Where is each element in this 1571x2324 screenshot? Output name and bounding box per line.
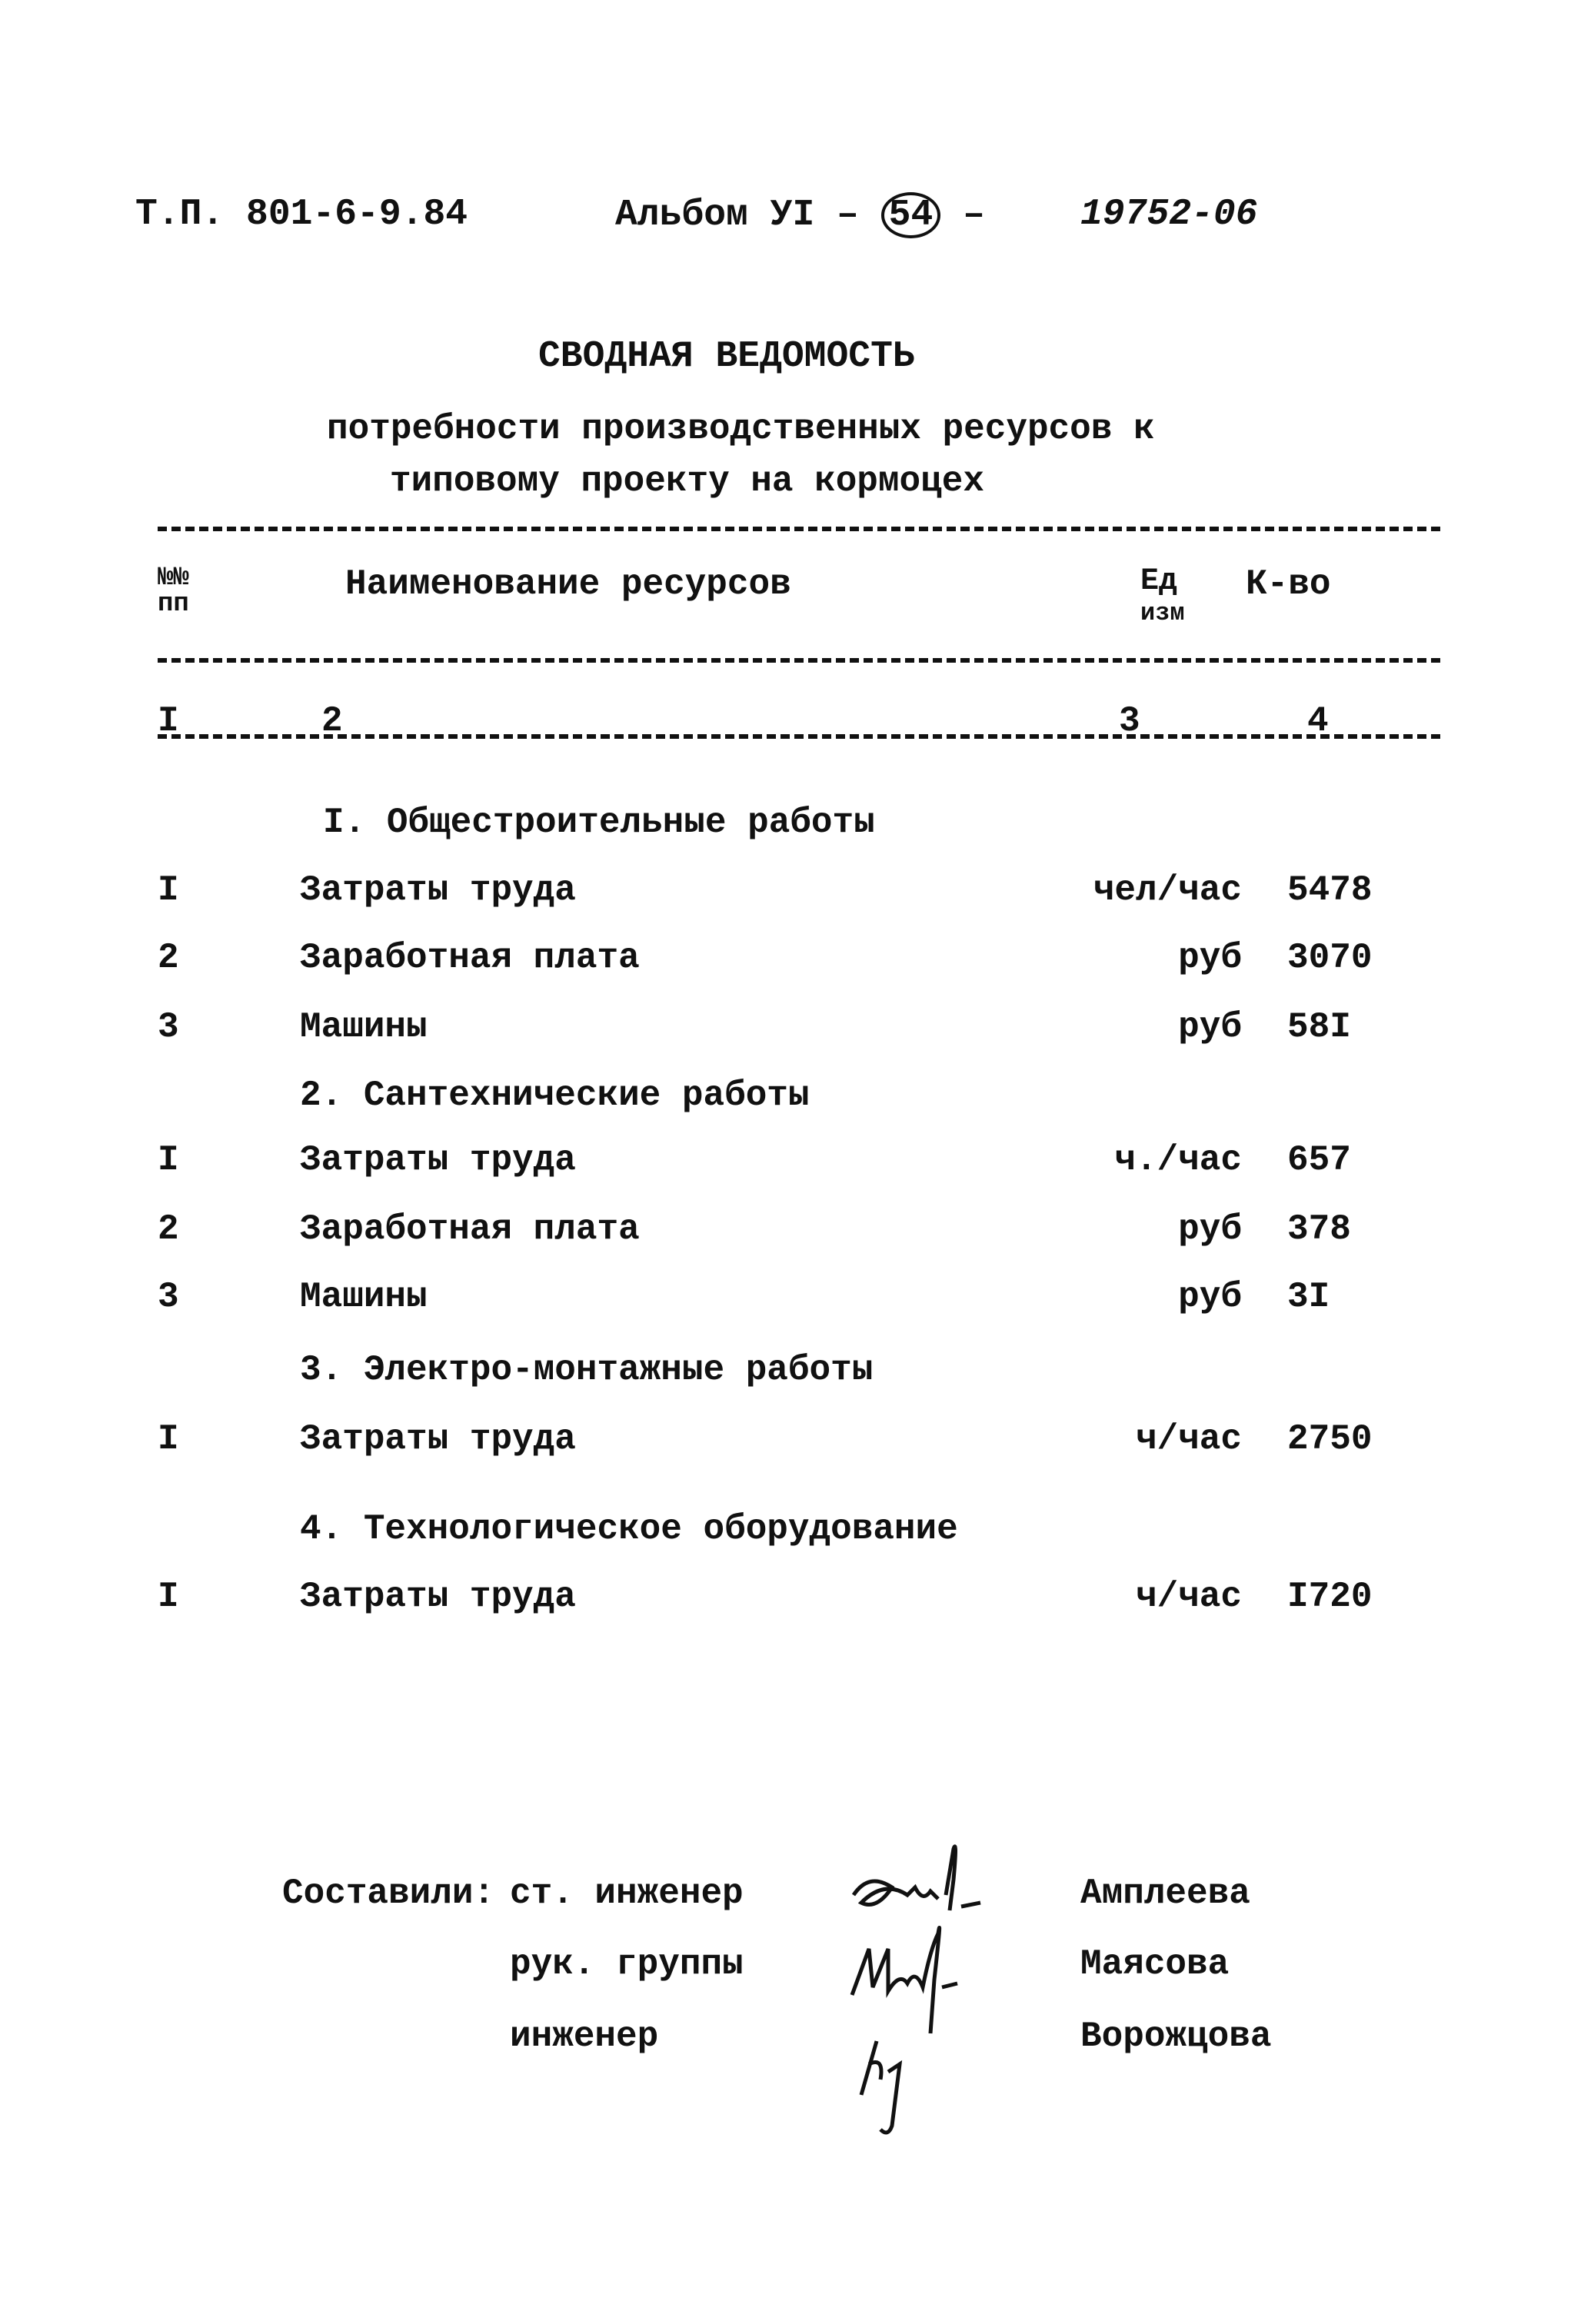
quantity: 58I bbox=[1287, 1007, 1351, 1047]
resource-name: Затраты труда bbox=[300, 1140, 576, 1180]
unit: ч/час bbox=[1135, 1419, 1242, 1459]
signoff-name: Ворожцова bbox=[1080, 2016, 1272, 2056]
quantity: I720 bbox=[1287, 1577, 1373, 1617]
signoff-role: инженер bbox=[510, 2016, 659, 2056]
unit: чел/час bbox=[1093, 870, 1242, 910]
col-number-1: I bbox=[158, 701, 179, 741]
unit: ч./час bbox=[1114, 1140, 1242, 1180]
signoff-name: Амплеева bbox=[1080, 1873, 1250, 1913]
section-title: 4. Технологическое оборудование bbox=[300, 1509, 958, 1549]
row-number: 2 bbox=[158, 1209, 179, 1249]
resource-name: Заработная плата bbox=[300, 938, 640, 978]
subtitle-line-1: потребности производственных ресурсов к bbox=[327, 409, 1155, 449]
unit: руб bbox=[1178, 938, 1242, 978]
resource-name: Затраты труда bbox=[300, 1419, 576, 1459]
quantity: 3070 bbox=[1287, 938, 1373, 978]
resource-name: Затраты труда bbox=[300, 1577, 576, 1617]
row-number: I bbox=[158, 1140, 179, 1180]
handwritten-signatures bbox=[846, 1834, 1077, 2141]
resource-name: Машины bbox=[300, 1277, 428, 1317]
resource-name: Затраты труда bbox=[300, 870, 576, 910]
col-number-3: 3 bbox=[1119, 701, 1140, 741]
quantity: 5478 bbox=[1287, 870, 1373, 910]
quantity: 2750 bbox=[1287, 1419, 1373, 1459]
header-unit: Ед изм bbox=[1140, 564, 1185, 627]
unit: руб bbox=[1178, 1209, 1242, 1249]
document-title: СВОДНАЯ ВЕДОМОСТЬ bbox=[538, 336, 915, 377]
signoff-label: Составили: bbox=[282, 1873, 495, 1913]
unit: руб bbox=[1178, 1007, 1242, 1047]
subtitle-line-2: типовому проекту на кормоцех bbox=[390, 461, 984, 501]
quantity: 657 bbox=[1287, 1140, 1351, 1180]
row-number: 3 bbox=[158, 1277, 179, 1317]
document-code: 19752-06 bbox=[1080, 194, 1258, 235]
row-number: I bbox=[158, 870, 179, 910]
unit: ч/час bbox=[1135, 1577, 1242, 1617]
row-number: 2 bbox=[158, 938, 179, 978]
col-number-4: 4 bbox=[1307, 701, 1329, 741]
col-number-2: 2 bbox=[321, 701, 343, 741]
album-label: Альбом УI – 54 – bbox=[615, 192, 985, 238]
section-title: I. Общестроительные работы bbox=[323, 803, 875, 843]
signoff-role: ст. инженер bbox=[510, 1873, 744, 1913]
section-title: 3. Электро-монтажные работы bbox=[300, 1350, 874, 1390]
signoff-name: Маясова bbox=[1080, 1944, 1230, 1984]
unit: руб bbox=[1178, 1277, 1242, 1317]
quantity: 378 bbox=[1287, 1209, 1351, 1249]
quantity: 3I bbox=[1287, 1277, 1330, 1317]
row-number: 3 bbox=[158, 1007, 179, 1047]
header-qty: К-во bbox=[1246, 564, 1331, 604]
header-num: №№ пп bbox=[158, 564, 189, 619]
resource-name: Машины bbox=[300, 1007, 428, 1047]
divider bbox=[158, 527, 1440, 531]
signoff-role: рук. группы bbox=[510, 1944, 744, 1984]
header-name: Наименование ресурсов bbox=[345, 564, 791, 604]
section-title: 2. Сантехнические работы bbox=[300, 1076, 810, 1115]
row-number: I bbox=[158, 1577, 179, 1617]
page-number: 54 bbox=[881, 192, 941, 238]
divider bbox=[158, 734, 1440, 739]
project-number: Т.П. 801-6-9.84 bbox=[135, 194, 468, 235]
divider bbox=[158, 658, 1440, 663]
resource-name: Заработная плата bbox=[300, 1209, 640, 1249]
row-number: I bbox=[158, 1419, 179, 1459]
